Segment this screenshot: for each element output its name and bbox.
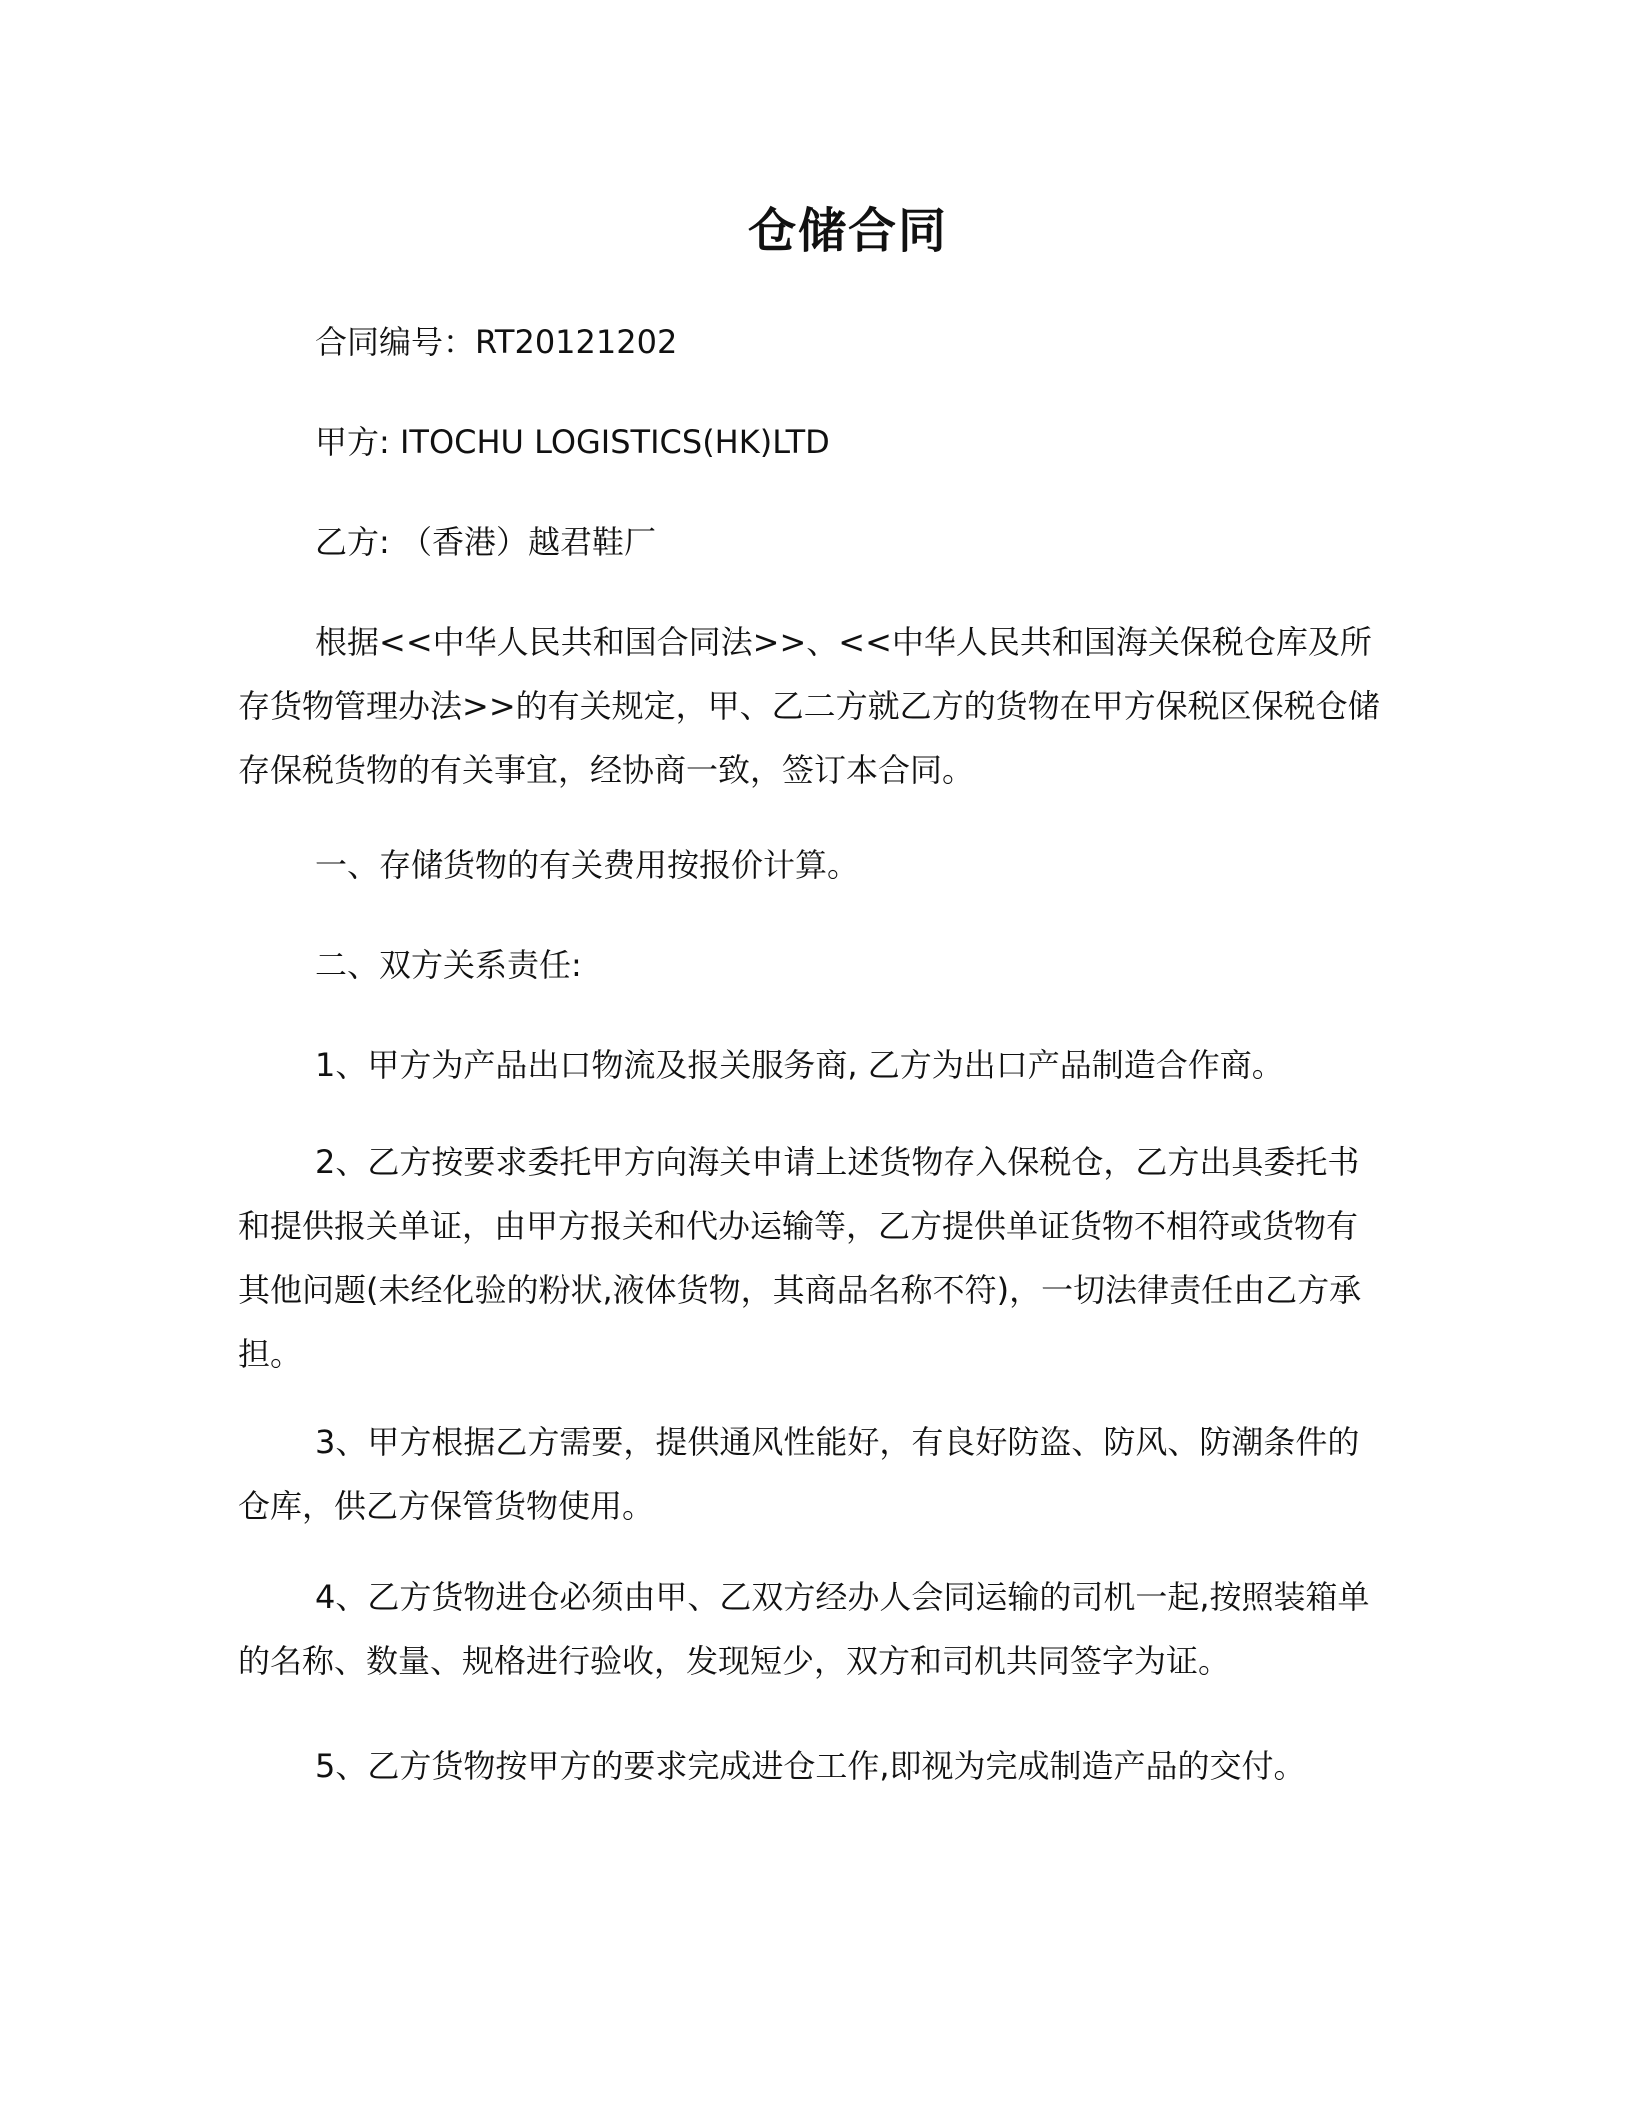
party-a: 甲方: ITOCHU LOGISTICS(HK)LTD <box>315 423 830 461</box>
item-5: 5、乙方货物按甲方的要求完成进仓工作,即视为完成制造产品的交付。 <box>315 1747 1306 1785</box>
item-2: 2、乙方按要求委托甲方向海关申请上述货物存入保税仓，乙方出具委托书和提供报关单证，由甲方报关和代办运输等，乙方提供单证货物不相符或货物有其他问题(未经化验的粉状,液体货物，其商品名称不符)，一切法律责任由乙方承担。 <box>238 1143 1362 1373</box>
party-b: 乙方: （香港）越君鞋厂 <box>315 523 656 561</box>
intro-paragraph: 根据<<中华人民共和国合同法>>、<<中华人民共和国海关保税仓库及所存货物管理办法>>的有关规定，甲、乙二方就乙方的货物在甲方保税区保税仓储存保税货物的有关事宜，经协商一致，签订本合同。 <box>238 623 1380 789</box>
section-2: 二、双方关系责任: <box>315 946 582 984</box>
section-1: 一、存储货物的有关费用按报价计算。 <box>315 846 860 884</box>
item-3: 3、甲方根据乙方需要，提供通风性能好，有良好防盗、防风、防潮条件的仓库，供乙方保管货物使用。 <box>238 1423 1360 1525</box>
contract-number: 合同编号：RT20121202 <box>315 323 678 361</box>
document-title: 仓储合同 <box>747 203 948 259</box>
item-1: 1、甲方为产品出口物流及报关服务商, 乙方为出口产品制造合作商。 <box>315 1046 1284 1084</box>
item-4: 4、乙方货物进仓必须由甲、乙双方经办人会同运输的司机一起,按照装箱单的名称、数量、规格进行验收，发现短少，双方和司机共同签字为证。 <box>238 1578 1370 1680</box>
